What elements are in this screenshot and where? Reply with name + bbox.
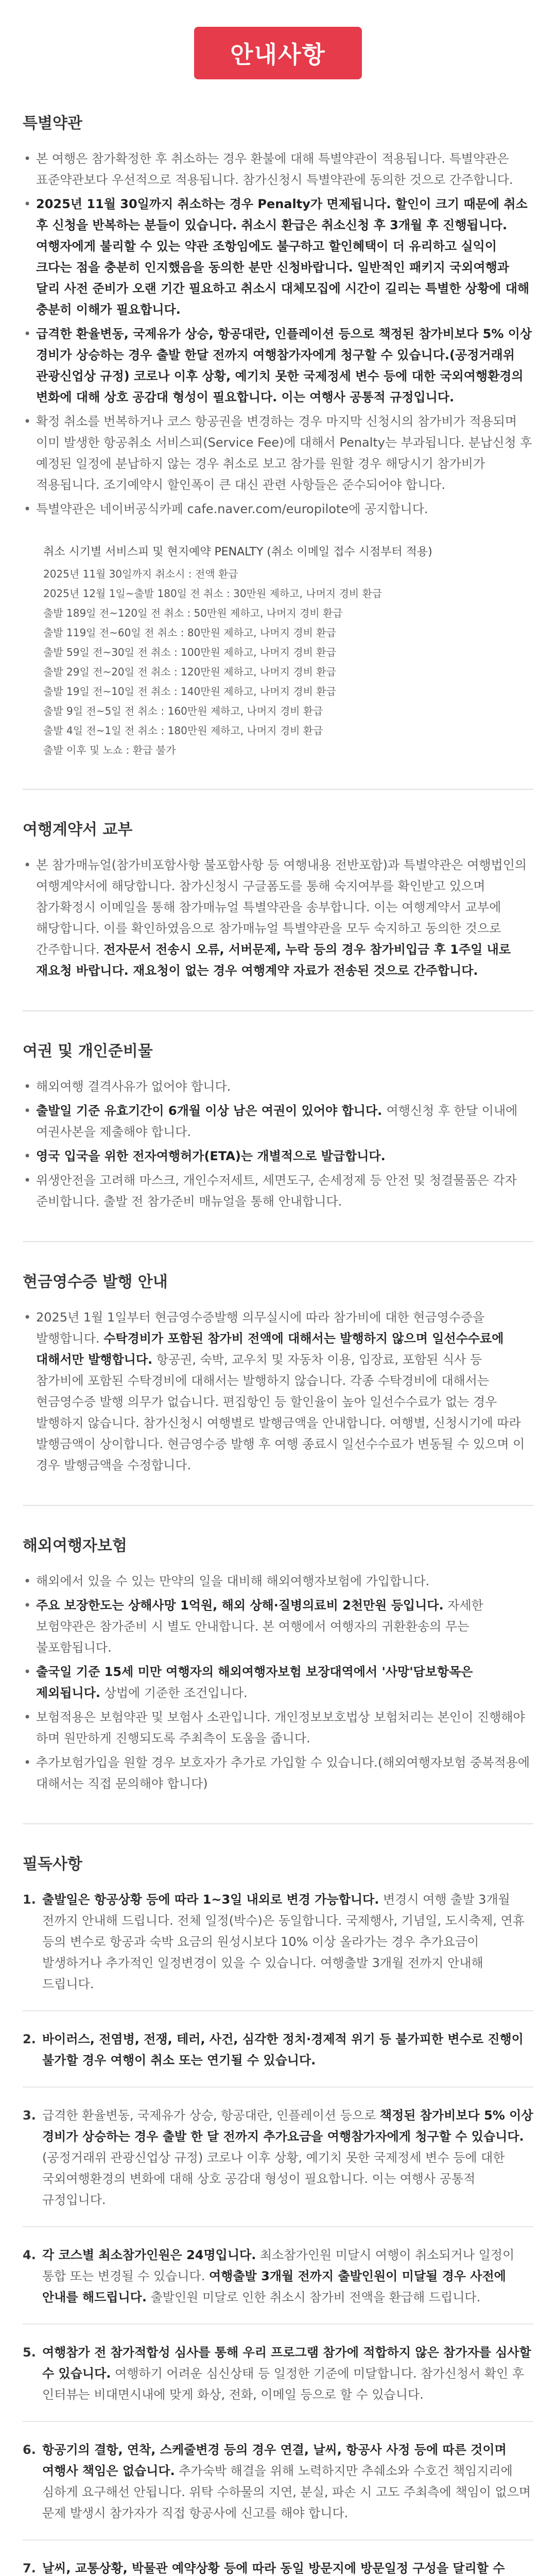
receipt-list	[23, 1307, 533, 1476]
item-number: 5.	[23, 2345, 36, 2360]
list-item	[23, 148, 533, 191]
list-item	[23, 1595, 533, 1658]
page-title: 안내사항	[194, 27, 362, 79]
numbered-item	[23, 2342, 533, 2405]
section-must-read	[0, 1851, 556, 2576]
section-heading: 여행계약서 교부	[23, 821, 133, 839]
body-text: (공정거래위 관광신업상 규정) 코로나 이후 상황, 예기치 못한 국제정세 변수 등에 대한 국외여행환경의 변화에 대해 상호 공감대 형성이 필요합니다. 이는 여행사 공통적 규정입니다.	[42, 2150, 505, 2207]
item-number: 2.	[23, 2032, 36, 2046]
body-text: 확정 취소를 번복하거나 코스 항공권을 변경하는 경우 마지막 신청시의 참가비가 적용되며 이미 발생한 항공취소 서비스피(Service Fee)에 대해서 Penalty는 부과됩니다. 분납신청 후 예정된 일정에 분납하지 않는 경우 취소로 보고 참가를 원할 경우 해당시기 참가비가 적용됩니다. 조기예약시 할인폭이 큰 대신 관련 사항들은 준수되어야 합니다.	[36, 414, 532, 492]
refund-rows	[43, 564, 533, 760]
highlighted-text: 출발일은 항공상황 등에 따라 1~3일 내외로 변경 가능합니다.	[42, 1892, 379, 1907]
list-item	[23, 1100, 533, 1143]
refund-row: 출발 4일 전~1일 전 취소 : 180만원 제하고, 나머지 경비 환급	[43, 724, 323, 737]
section-heading: 현금영수증 발행 안내	[23, 1273, 168, 1291]
insurance-list	[23, 1571, 533, 1794]
highlighted-text: 여행출발 3개월 전까지 출발인원이 미달될 경우 사전에 안내를 해드립니다.	[42, 2269, 506, 2304]
section-divider	[23, 789, 533, 790]
refund-row: 출발 189일 전~120일 전 취소 : 50만원 제하고, 나머지 경비 환급	[43, 607, 343, 619]
must-read-list	[23, 1889, 533, 2576]
item-divider	[23, 2324, 533, 2325]
section-special-terms	[0, 110, 556, 790]
refund-row: 출발 이후 및 노쇼 : 환급 불가	[43, 744, 176, 756]
body-text: 자세한 보험약관은 참가준비 시 별도 안내합니다. 본 여행에서 여행자의 귀환환송의 무는 불포함됩니다.	[36, 1598, 483, 1655]
body-text: 보험적용은 보험약관 및 보험사 소관입니다. 개인정보보호법상 보험처리는 본인이 진행해야 하며 원만하게 진행되도록 주최측이 도움을 줍니다.	[36, 1710, 525, 1745]
special-terms-list	[23, 148, 533, 520]
list-item	[23, 1307, 533, 1476]
highlighted-text: 여행참가 전 참가적합성 심사를 통해 우리 프로그램 참가에 적합하지 않은 참가자를 심사할 수 있습니다.	[42, 2345, 531, 2381]
refund-row: 출발 19일 전~10일 전 취소 : 140만원 제하고, 나머지 경비 환급	[43, 685, 336, 698]
section-contract	[0, 817, 556, 1011]
list-item	[23, 855, 533, 981]
body-text: 위생안전을 고려해 마스크, 개인수저세트, 세면도구, 손세정제 등 안전 및 청결물품은 각자 준비합니다. 출발 전 참가준비 매뉴얼을 통해 안내합니다.	[36, 1173, 517, 1209]
section-divider	[23, 1010, 533, 1011]
refund-row: 출발 119일 전~60일 전 취소 : 80만원 제하고, 나머지 경비 환급	[43, 626, 336, 639]
highlighted-text: 항공기의 결항, 연착, 스케줄변경 등의 경우 연결, 날씨, 항공사 사정 등에 따른 것이며 여행사 책임은 없습니다.	[42, 2443, 507, 2478]
refund-schedule	[43, 543, 533, 760]
body-text: 항공권, 숙박, 교우치 및 자동차 이용, 입장료, 포함된 식사 등 참가비에 포함된 수탁경비에 대해서는 발행하지 않습니다. 각종 수탁경비에 대해서는 현금영수증 발행 의무가 없습니다. 편집항인 등 할인율이 높아 일선수수료가 없는 경우 발행하지 않습니다. 참가신청시 여행별로 발행금액을 안내합니다. 여행별, 신청시기에 따라 발행금액이 상이합니다. 현금영수증 발행 후 여행 종료시 일선수수료가 변동될 수 있으며 이 경우 발행금액을 수정합니다.	[36, 1352, 525, 1472]
passport-list	[23, 1076, 533, 1212]
refund-row: 출발 9일 전~5일 전 취소 : 160만원 제하고, 나머지 경비 환급	[43, 705, 323, 717]
body-text: 2025년 1월 1일부터 현금영수증발행 의무실시에 따라 참가비에 대한 현금영수증을 발행합니다.	[36, 1310, 485, 1346]
highlighted-text: 책정된 참가비보다 5% 이상 경비가 상승하는 경우 출발 한 달 전까지 추가요금을 여행참가자에게 청구할 수 있습니다.	[42, 2108, 533, 2144]
section-heading: 여권 및 개인준비물	[23, 1042, 153, 1060]
section-passport	[0, 1038, 556, 1242]
numbered-item	[23, 2439, 533, 2524]
list-item	[23, 411, 533, 496]
list-item	[23, 1571, 533, 1592]
list-item	[23, 324, 533, 408]
highlighted-text: 주요 보장한도는 상해사망 1억원, 해외 상해·질병의료비 2천만원 등입니다.	[36, 1598, 444, 1613]
numbered-item	[23, 1889, 533, 1995]
list-item	[23, 1076, 533, 1097]
item-number: 4.	[23, 2248, 36, 2262]
body-text: 최소참가인원 미달시 여행이 취소되거나 일정이 통합 또는 변경될 수 있습니다.	[42, 2248, 515, 2283]
section-heading: 특별약관	[23, 114, 82, 132]
section-divider	[23, 1505, 533, 1506]
numbered-item	[23, 2558, 533, 2576]
highlighted-text: 날씨, 교통상황, 박물관 예약상황 등에 따라 동일 방문지에 방문일정 구성을 달리할 수	[42, 2561, 505, 2575]
numbered-item	[23, 2245, 533, 2308]
highlighted-text: 출발일 기준 유효기간이 6개월 이상 남은 여권이 있어야 합니다.	[36, 1104, 387, 1118]
list-item	[23, 1170, 533, 1212]
contract-list	[23, 855, 533, 981]
highlighted-text: 영국 입국을 위한 전자여행허가(ETA)는 개별적으로 발급합니다.	[36, 1149, 386, 1163]
body-text: 급격한 환율변동, 국제유가 상승, 항공대란, 인플레이션 등으로	[42, 2108, 380, 2123]
highlighted-text: 각 코스별 최소참가인원은 24명입니다.	[42, 2248, 256, 2262]
body-text: 변경시 여행 출발 3개월 전까지 안내해 드립니다. 전체 일정(박수)은 동일합니다. 국제행사, 기념일, 도시축제, 연휴 등의 변수로 항공과 숙박 요금의 원성시보다 10% 이상 올라가는 경우 추가요금이 발생하거나 추가적인 일정변경이 있을 수 있습니다. 여행출발 3개월 전까지 안내해 드립니다.	[42, 1892, 525, 1991]
item-number: 7.	[23, 2561, 36, 2575]
refund-schedule-title: 취소 시기별 서비스피 및 현지예약 PENALTY (취소 이메일 접수 시점부터 적용)	[43, 546, 432, 558]
body-text: 특별약관은 네이버공식카페 cafe.naver.com/europilote에 공지합니다.	[36, 502, 428, 516]
refund-row: 출발 59일 전~30일 전 취소 : 100만원 제하고, 나머지 경비 환급	[43, 646, 336, 658]
body-text: 상법에 기준한 조건입니다.	[100, 1686, 248, 1700]
body-text: 추가숙박 해결을 위해 노력하지만 추쉐소와 수호건 책임지리에 심하게 요구해선 안됩니다. 위탁 수하물의 지연, 분실, 파손 시 고도 주최측에 책임이 없으며 문제 발생시 참가자가 직접 항공사에 신고를 해야 합니다.	[42, 2464, 531, 2520]
body-text: 여행하기 어려운 심신상태 등 일정한 기준에 미달합니다. 참가신청서 확인 후 인터뷰는 비대면시내에 맞게 화상, 전화, 이메일 등으로 할 수 있습니다.	[42, 2366, 525, 2402]
list-item	[23, 1752, 533, 1794]
body-text: 본 여행은 참가확정한 후 취소하는 경우 환불에 대해 특별약관이 적용됩니다. 특별약관은 표준약관보다 우선적으로 적용됩니다. 참가신청시 특별약관에 동의한 것으로 간주합니다.	[36, 151, 513, 187]
section-divider	[23, 1241, 533, 1242]
section-divider	[23, 1823, 533, 1824]
refund-row: 2025년 12월 1일~출발 180일 전 취소 : 30만원 제하고, 나머지 경비 환급	[43, 587, 383, 600]
list-item	[23, 1707, 533, 1749]
numbered-item	[23, 2029, 533, 2071]
highlighted-text: 바이러스, 전염병, 전쟁, 테러, 사건, 심각한 정치·경제적 위기 등 불가피한 변수로 진행이 불가할 경우 여행이 취소 또는 연기될 수 있습니다.	[42, 2032, 524, 2067]
item-number: 6.	[23, 2443, 36, 2457]
section-heading: 필독사항	[23, 1855, 82, 1873]
item-divider	[23, 2010, 533, 2011]
highlighted-text: 2025년 11월 30일까지 취소하는 경우 Penalty가 면제됩니다. 할인이 크기 때문에 취소 후 신청을 반복하는 분들이 있습니다. 취소시 환급은 취소신청 후 3개월 후 진행됩니다. 여행자에게 불리할 수 있는 약관 조항임에도 불구하고 할인혜택이 더 유리하고 실익이 크다는 점을 충분히 인지했음을 동의한 분만 신청바랍니다. 일반적인 패키지 국외여행과 달리 사전 준비가 오랜 기간 필요하고 취소시 대체모집에 시간이 길리는 특별한 상황에 대해 충분히 이해가 필요합니다.	[36, 197, 530, 317]
body-text: 본 참가매뉴얼(참가비포함사항 불포함사항 등 여행내용 전반포함)과 특별약관은 여행법인의 여행계약서에 해당합니다. 참가신청시 구글폼도를 통해 숙지여부를 확인받고 있으며 참가확정시 이메일을 통해 참가매뉴얼 특별약관을 송부합니다. 이는 여행계약서 교부에 해당합니다. 이를 확인하였음으로 참가매뉴얼 특별약관을 모두 숙지하고 동의한 것으로 간주합니다.	[36, 858, 527, 957]
body-text: 해외에서 있을 수 있는 만약의 일을 대비해 해외여행자보험에 가입합니다.	[36, 1574, 430, 1588]
refund-row: 2025년 11월 30일까지 취소시 : 전액 환급	[43, 568, 238, 580]
body-text: 해외여행 결격사유가 없어야 합니다.	[36, 1079, 231, 1094]
title-wrap	[0, 0, 556, 110]
highlighted-text: 급격한 환율변동, 국제유가 상승, 항공대란, 인플레이션 등으로 책정된 참가비보다 5% 이상 경비가 상승하는 경우 출발 한달 전까지 여행참가자에게 청구할 수 있습니다.(공정거래위 관광신업상 규정) 코로나 이후 상황, 예기치 못한 국제정세 변수 등에 대한 국외여행환경의 변화에 대해 상호 공감대 형성이 필요합니다. 이는 여행사 공통적 규정입니다.	[36, 327, 532, 404]
item-divider	[23, 2087, 533, 2088]
item-number: 1.	[23, 1892, 36, 1907]
section-receipt	[0, 1269, 556, 1506]
numbered-item	[23, 2105, 533, 2211]
refund-row: 출발 29일 전~20일 전 취소 : 120만원 제하고, 나머지 경비 환급	[43, 666, 336, 678]
highlighted-text: 전자문서 전송시 오류, 서버문제, 누락 등의 경우 참가비입금 후 1주일 내로 재요청 바랍니다. 재요청이 없는 경우 여행계약 자료가 전송된 것으로 간주합니다.	[36, 942, 511, 978]
list-item	[23, 194, 533, 320]
section-insurance	[0, 1533, 556, 1824]
body-text: 추가보험가입을 원할 경우 보호자가 추가로 가입할 수 있습니다.(해외여행자보험 중복적용에 대해서는 직접 문의해야 합니다)	[36, 1755, 530, 1791]
body-text: 출발인원 미달로 인한 취소시 참가비 전액을 환급해 드립니다.	[146, 2290, 481, 2304]
section-heading: 해외여행자보험	[23, 1537, 127, 1555]
highlighted-text: 출국일 기준 15세 미만 여행자의 해외여행자보험 보장대역에서 '사망'담보항목은 제외됩니다.	[36, 1665, 473, 1700]
list-item	[23, 1146, 533, 1167]
body-text: 여행신청 후 한달 이내에 여권사본을 제출해야 합니다.	[36, 1104, 518, 1139]
highlighted-text: 수탁경비가 포함된 참가비 전액에 대해서는 발행하지 않으며 일선수수료에 대해서만 발행합니다.	[36, 1331, 504, 1367]
item-divider	[23, 2421, 533, 2422]
list-item	[23, 1662, 533, 1704]
list-item	[23, 499, 533, 520]
item-number: 3.	[23, 2108, 36, 2123]
item-divider	[23, 2226, 533, 2227]
item-divider	[23, 2539, 533, 2540]
